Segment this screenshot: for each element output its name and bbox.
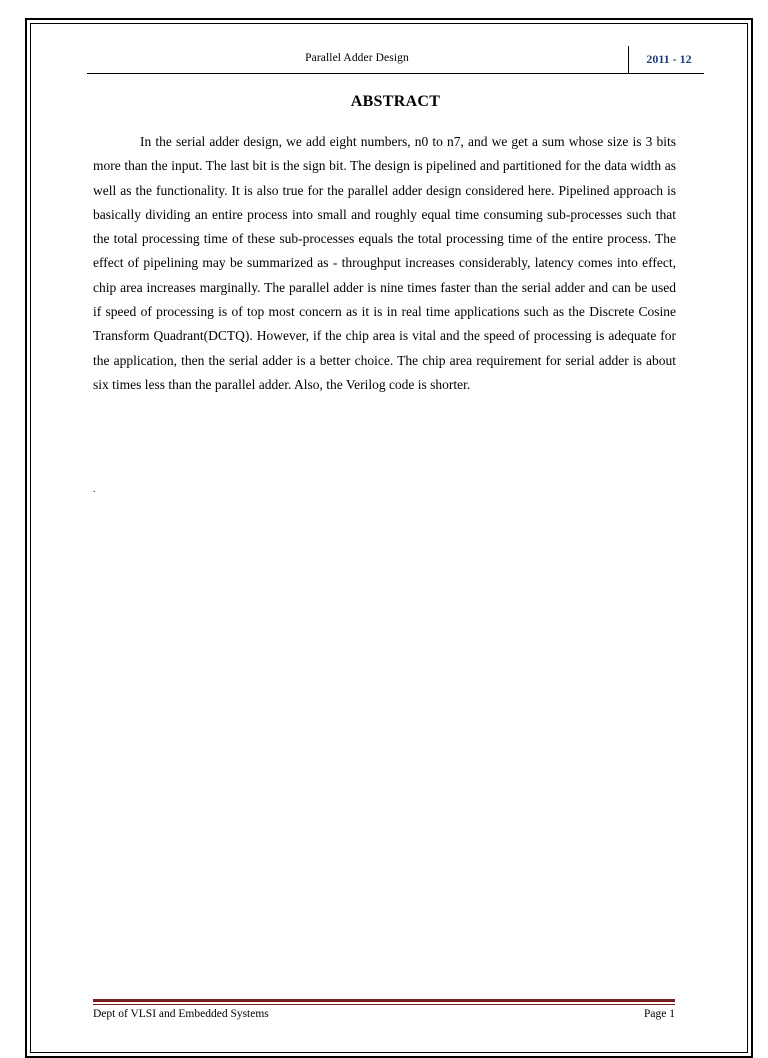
header-year: 2011 - 12: [646, 52, 692, 66]
section-heading: ABSTRACT: [350, 93, 441, 110]
abstract-paragraph: In the serial adder design, we add eight numbers, n0 to n7, and we get a sum whose size is 3 bits more than the input. The last bit is the sign bit. The design is pipelined and partitioned for the data width as well as the functionality. It is also true for the parallel adder design considered here. Pipelined approach is basically dividing an entire process into small and roughly equal time consuming sub-processes such that the total processing time of these sub-processes equals the total processing time of the entire process. The effect of pipelining may be summarized as - throughput increases considerably, latency comes into effect, chip area increases marginally. The parallel adder is nine times faster than the serial adder and can be used if speed of processing is of top most concern as it is in real time applications such as the Discrete Cosine Transform Quadrant(DCTQ). However, if the chip area is vital and the speed of processing is adequate for the application, then the serial adder is a better choice. The chip area requirement for serial adder is about six times less than the parallel adder. Also, the Verilog code is shorter.: [93, 134, 676, 392]
footer-rule-thin: [93, 1004, 675, 1005]
footer-rule-thick: [93, 999, 675, 1002]
page-header: [87, 46, 704, 74]
footer-page-number: Page 1: [644, 1008, 675, 1020]
header-divider: [628, 46, 629, 73]
header-rule: [87, 73, 704, 74]
header-title: Parallel Adder Design: [305, 52, 409, 64]
trailing-mark: .: [93, 484, 96, 495]
footer-department: Dept of VLSI and Embedded Systems: [93, 1008, 269, 1020]
